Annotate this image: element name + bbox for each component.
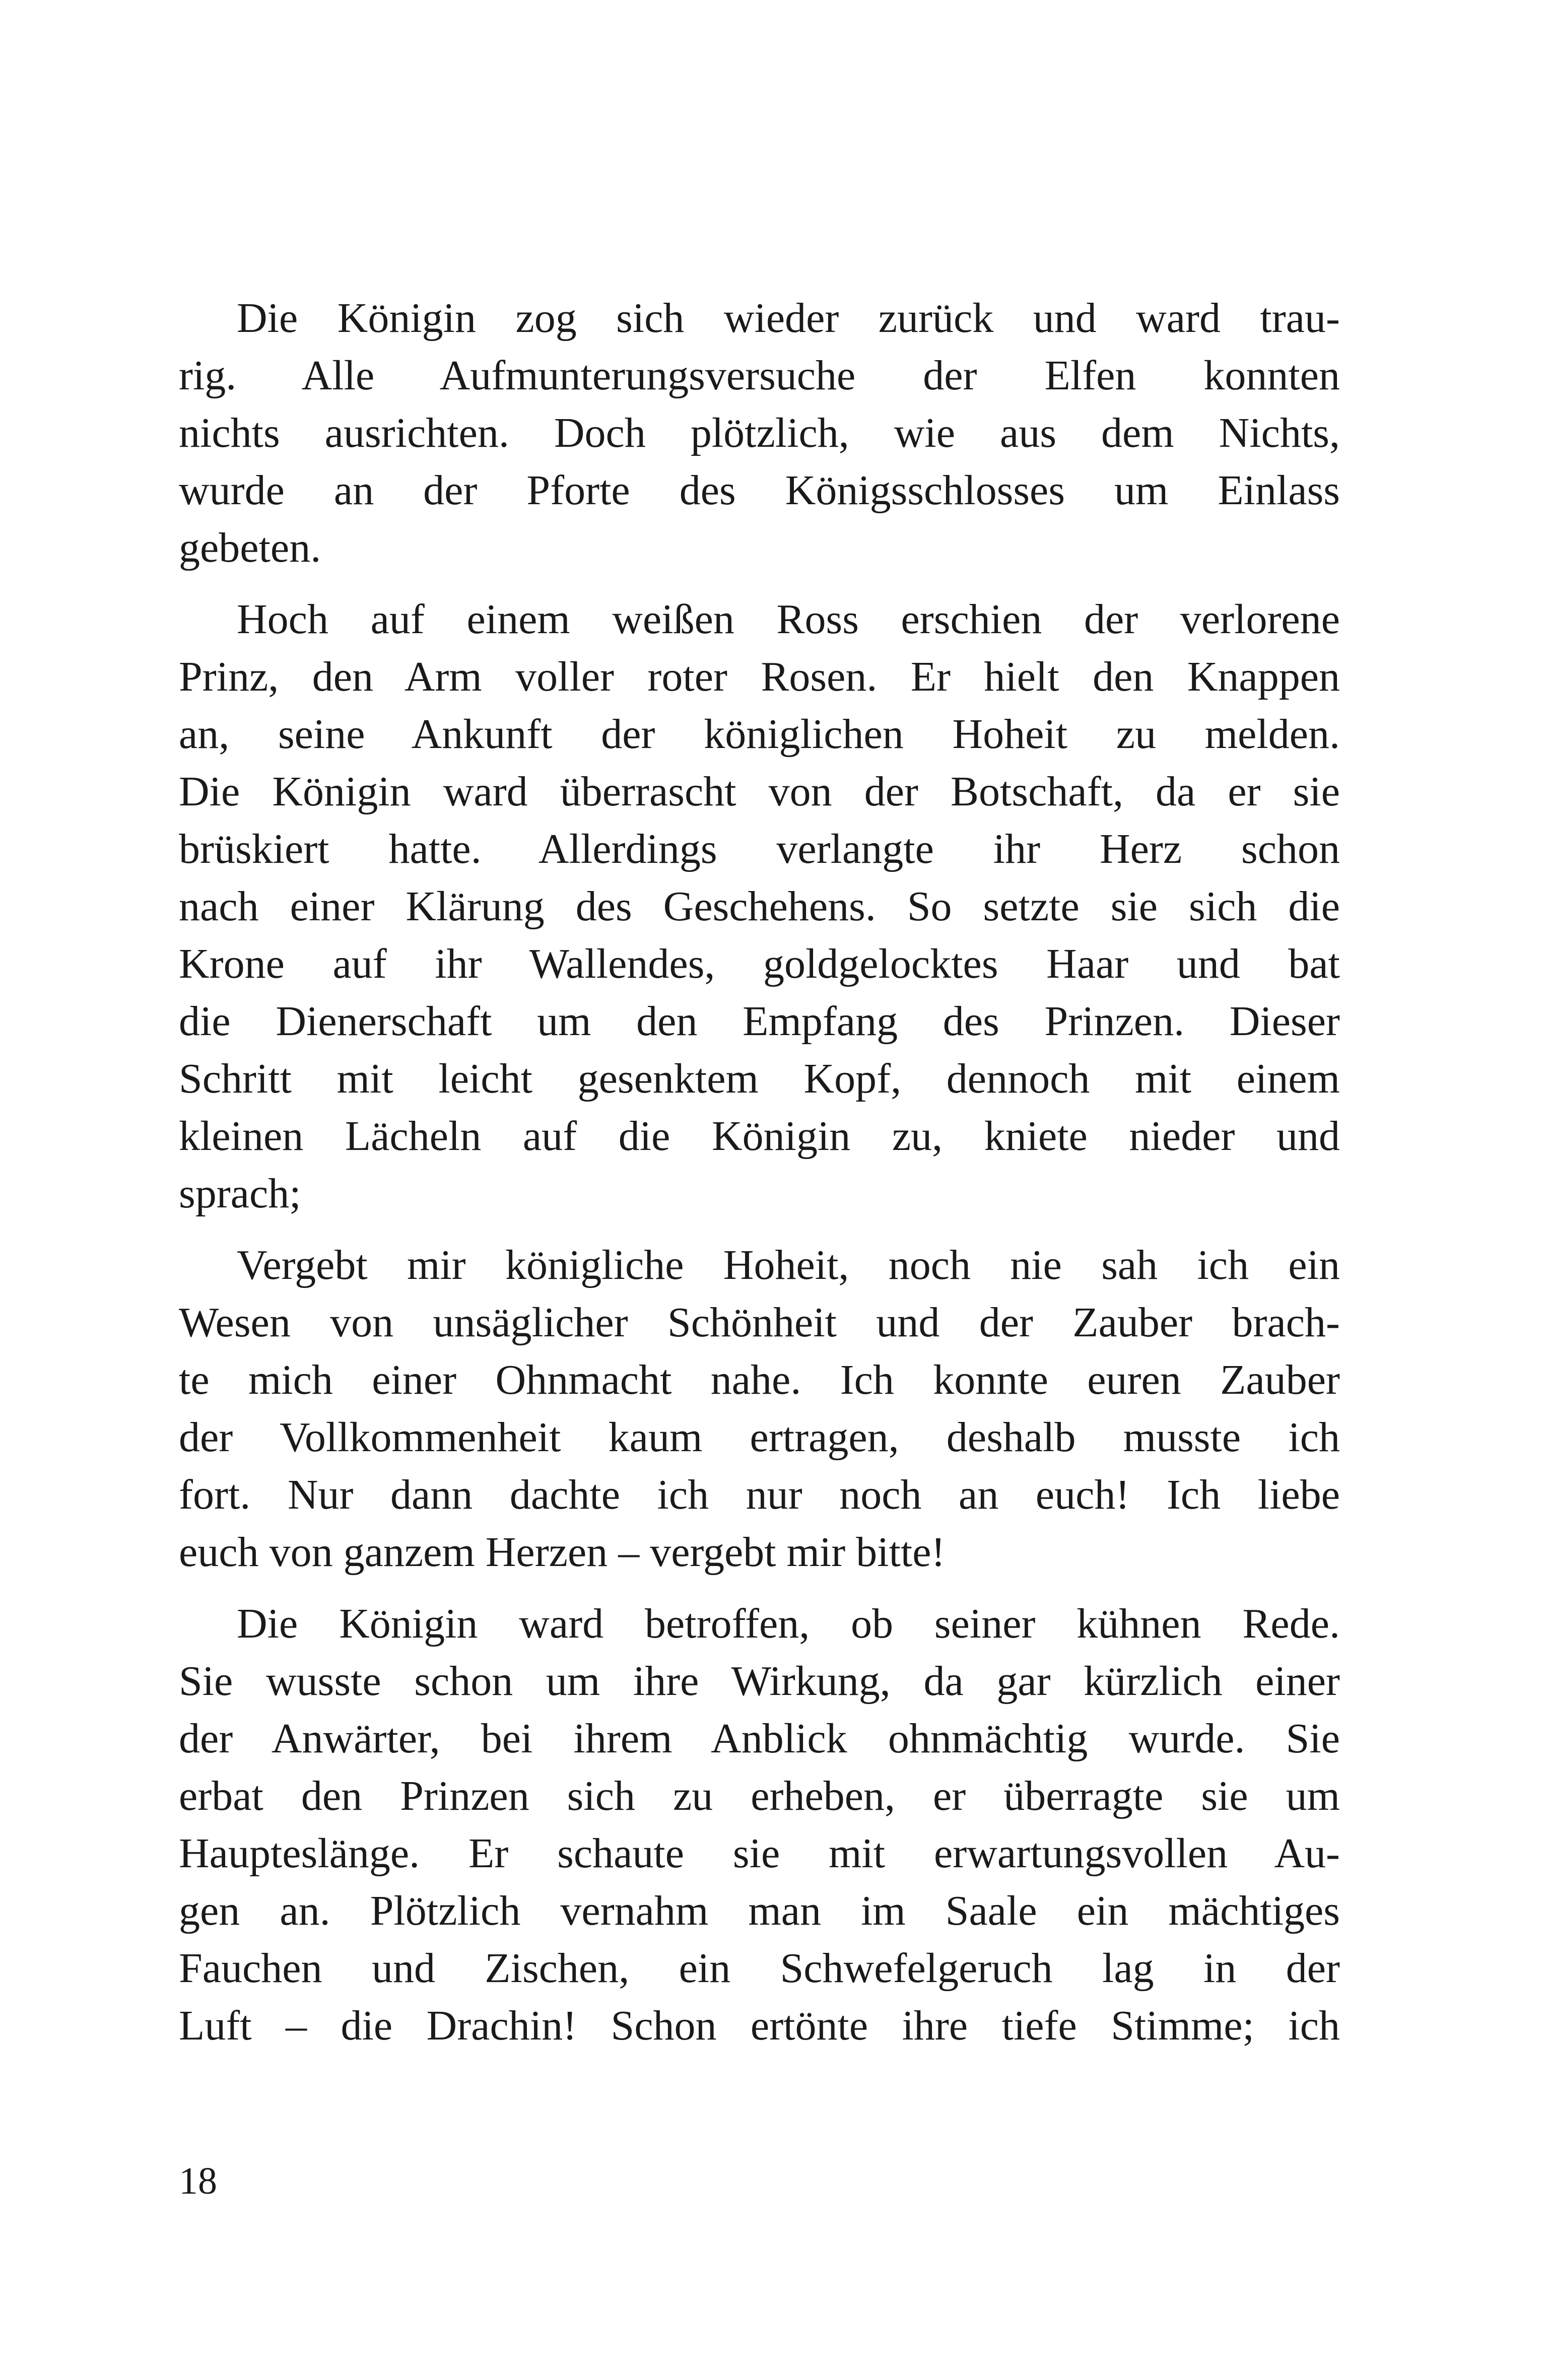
- text-line: brüskiert hatte. Allerdings verlangte ihr Herz schon: [179, 826, 1340, 872]
- text-line: Luft – die Drachin! Schon ertönte ihre tiefe Stimme; ich: [179, 2002, 1340, 2049]
- text-line: nichts ausrichten. Doch plötzlich, wie aus dem Nichts,: [179, 410, 1340, 456]
- paragraph-4: [179, 1595, 1340, 2055]
- text-line: erbat den Prinzen sich zu erheben, er überragte sie um: [179, 1773, 1340, 1819]
- text-line: te mich einer Ohnmacht nahe. Ich konnte euren Zauber: [179, 1356, 1340, 1403]
- text-line: Krone auf ihr Wallendes, goldgelocktes Haar und bat: [179, 940, 1340, 987]
- text-line: der Vollkommenheit kaum ertragen, deshalb musste ich: [179, 1414, 1340, 1461]
- text-line: der Anwärter, bei ihrem Anblick ohnmächtig wurde. Sie: [179, 1715, 1340, 1762]
- text-line: euch von ganzem Herzen – vergebt mir bitte!: [179, 1529, 946, 1576]
- text-line: Fauchen und Zischen, ein Schwefelgeruch lag in der: [179, 1945, 1340, 1992]
- text-line: Die Königin ward betroffen, ob seiner kühnen Rede.: [237, 1600, 1340, 1647]
- text-line: gebeten.: [179, 524, 321, 571]
- text-line: Sie wusste schon um ihre Wirkung, da gar kürzlich einer: [179, 1658, 1340, 1705]
- text-line: die Dienerschaft um den Empfang des Prinzen. Dieser: [179, 998, 1340, 1045]
- text-line: sprach;: [179, 1170, 301, 1217]
- text-line: Die Königin ward überrascht von der Botschaft, da er sie: [179, 768, 1340, 815]
- paragraph-2: [179, 591, 1340, 1222]
- text-line: Prinz, den Arm voller roter Rosen. Er hielt den Knappen: [179, 653, 1340, 700]
- text-line: nach einer Klärung des Geschehens. So setzte sie sich die: [179, 883, 1340, 930]
- text-line: Hoch auf einem weißen Ross erschien der verlorene: [237, 596, 1340, 643]
- text-line: Vergebt mir königliche Hoheit, noch nie sah ich ein: [237, 1242, 1340, 1288]
- text-line: fort. Nur dann dachte ich nur noch an euch! Ich liebe: [179, 1471, 1340, 1518]
- text-line: rig. Alle Aufmunterungsversuche der Elfen konnten: [179, 352, 1340, 399]
- paragraph-1: [179, 290, 1340, 577]
- text-line: an, seine Ankunft der königlichen Hoheit zu melden.: [179, 711, 1340, 758]
- text-line: kleinen Lächeln auf die Königin zu, kniete nieder und: [179, 1113, 1340, 1160]
- text-line: Die Königin zog sich wieder zurück und ward trau-: [237, 295, 1340, 342]
- page-number: 18: [179, 2160, 217, 2202]
- text-line: gen an. Plötzlich vernahm man im Saale ein mächtiges: [179, 1887, 1340, 1934]
- text-line: Wesen von unsäglicher Schönheit und der Zauber brach-: [179, 1299, 1340, 1346]
- text-line: wurde an der Pforte des Königsschlosses um Einlass: [179, 467, 1340, 514]
- text-line: Haupteslänge. Er schaute sie mit erwartungsvollen Au-: [179, 1830, 1340, 1877]
- paragraph-3: [179, 1237, 1340, 1581]
- text-line: Schritt mit leicht gesenktem Kopf, dennoch mit einem: [179, 1055, 1340, 1102]
- page-body: [179, 290, 1340, 2055]
